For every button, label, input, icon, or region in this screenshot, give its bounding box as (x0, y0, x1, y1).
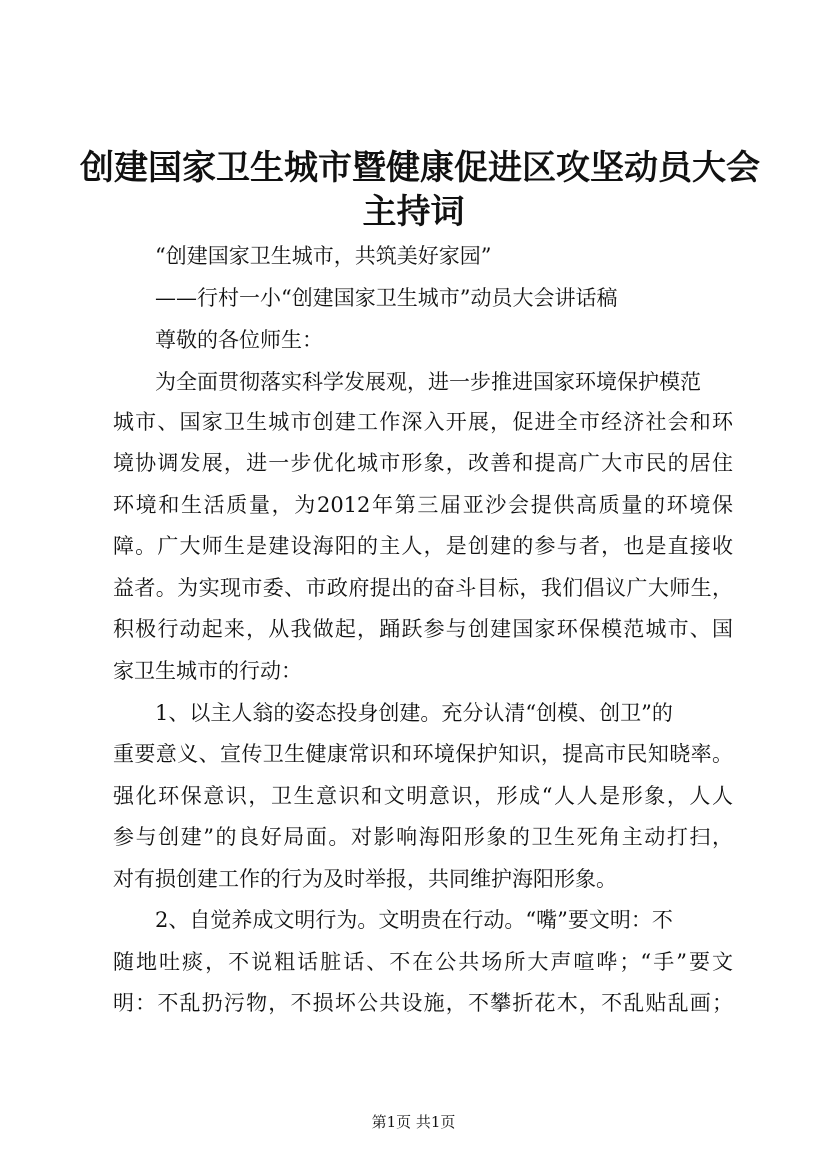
paragraph-line: 家卫生城市的行动： (113, 659, 302, 683)
paragraph-line: 明：不乱扔污物，不损坏公共设施，不攀折花木，不乱贴乱画； (113, 991, 733, 1015)
document-title-line2: 主持词 (362, 192, 465, 232)
paragraph-line: 为全面贯彻落实科学发展观，进一步推进国家环境保护模范 (155, 370, 701, 394)
paragraph-line: 随地吐痰，不说粗话脏话、不在公共场所大声喧哗；“手”要文 (113, 950, 733, 974)
paragraph-line: 2、自觉养成文明行为。文明贵在行动。“嘴”要文明：不 (155, 908, 673, 932)
paragraph-line: 益者。为实现市委、市政府提出的奋斗目标，我们倡议广大师生， (113, 576, 733, 600)
paragraph-line: 境协调发展，进一步优化城市形象，改善和提高广大市民的居住 (113, 451, 733, 475)
paragraph-line: 对有损创建工作的行为及时举报，共同维护海阳形象。 (113, 867, 617, 891)
document-title-line1: 创建国家卫生城市暨健康促进区攻坚动员大会 (80, 148, 760, 188)
salutation: 尊敬的各位师生： (155, 328, 323, 352)
paragraph-line: 障。广大师生是建设海阳的主人，是创建的参与者，也是直接收 (113, 534, 733, 558)
paragraph-line: 环境和生活质量，为2012年第三届亚沙会提供高质量的环境保 (113, 493, 733, 517)
page-footer: 第1页 共1页 (371, 1113, 456, 1131)
slogan: “创建国家卫生城市，共筑美好家园” (155, 244, 492, 268)
subtitle: ——行村一小“创建国家卫生城市”动员大会讲话稿 (155, 286, 618, 310)
paragraph-line: 积极行动起来，从我做起，踊跃参与创建国家环保模范城市、国 (113, 617, 733, 641)
paragraph-line: 重要意义、宣传卫生健康常识和环境保护知识，提高市民知晓率。 (113, 742, 733, 766)
paragraph-line: 城市、国家卫生城市创建工作深入开展，促进全市经济社会和环 (113, 410, 733, 434)
paragraph-line: 强化环保意识，卫生意识和文明意识，形成“人人是形象，人人 (113, 784, 733, 808)
paragraph-line: 1、以主人翁的姿态投身创建。充分认清“创模、创卫”的 (155, 701, 673, 725)
paragraph-line: 参与创建”的良好局面。对影响海阳形象的卫生死角主动打扫， (113, 825, 733, 849)
